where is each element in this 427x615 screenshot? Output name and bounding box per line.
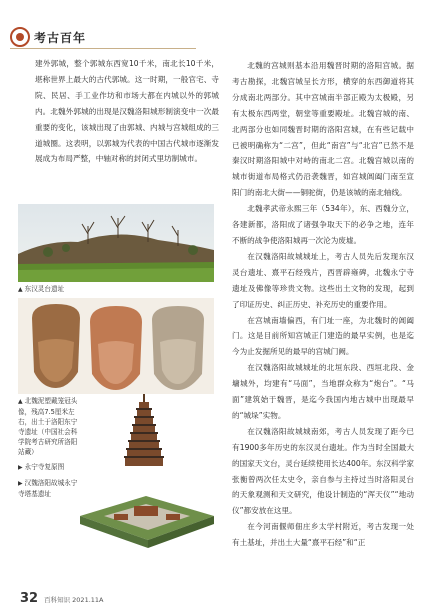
mound-caption xyxy=(18,284,138,295)
mound-photo xyxy=(18,204,214,282)
statue-caption-text: 北魏泥塑戴笼冠头像，残高7.5厘米左右，出土于洛阳东宁寺遗址（中国社会科学院考古研究所洛阳站藏） xyxy=(18,397,78,456)
issue-info: 百科知识 2021.11A xyxy=(44,596,104,604)
caption-triangle-icon: ▶ xyxy=(18,464,23,471)
clay-heads-photo xyxy=(18,298,214,394)
right-paragraph-7: 在今河南偃师佃庄乡太学村附近，考古发现一处有土基址，并出土大量“熹平石经”和“正 xyxy=(232,522,414,548)
model-caption xyxy=(18,478,78,499)
right-paragraph-4: 在宫城南墙偏西，有门址一座，为北魏时的阊阖门。这是目前所知宫城正门建造的最早实例，也是迄今为止发掘所见的最早的宫城门阙。 xyxy=(232,315,414,357)
right-column xyxy=(232,58,414,551)
page-number: 32 xyxy=(20,591,39,606)
section-header xyxy=(10,26,86,48)
left-column xyxy=(35,56,219,167)
section-title: 考古百年 xyxy=(34,30,87,45)
statue-caption xyxy=(18,396,82,457)
pagoda-caption xyxy=(18,462,78,473)
caption-triangle-icon: ▲ xyxy=(18,286,23,293)
right-paragraph-6: 在汉魏洛阳故城城南郊，考古人员发现了距今已有1900多年历史的东汉灵台遗址。作为当时全国最大的国家天文台，灵台延续使用长达400年。东汉科学家张衡曾两次任太史令，亲自参与主持过当时洛阳灵台的天象观测和天文研究，他设计制造的“浑天仪”“地动仪”都安放在这里。 xyxy=(232,426,414,516)
section-logo-icon xyxy=(10,27,30,47)
caption-triangle-icon: ▲ xyxy=(18,398,23,405)
caption-triangle-icon: ▶ xyxy=(18,480,23,487)
right-paragraph-5: 在汉魏洛阳故城城址的北垣东段、西垣北段、金墉城外，均建有“马面”，当地群众称为“炮台”。“马面”建筑始于魏晋，是迄今我国内地古城中出现最早的“城垛”实物。 xyxy=(232,363,414,420)
header-rule xyxy=(10,48,196,49)
pagoda-caption-text: 永宁寺复原图 xyxy=(24,463,65,471)
left-paragraph: 建外郭城，整个郭城东西宽10千米，南北长10千米，堪称世界上最大的古代郭城。这一时期，一般官宅、寺院、民居、手工业作坊和市场大都在内城以外的郭城内。北魏外郭城的出现是汉魏洛阳城形制演变中一次最重要的变化，该城出现了由郭城、内城与宫城组成的三道城圈。这表明，以郭城为代表的中国古代城市逐渐发展成为布局严整，中轴对称的封闭式里坊制城市。 xyxy=(35,59,219,164)
right-paragraph-3: 在汉魏洛阳故城城址上，考古人员先后发现东汉灵台遗址、熹平石经残片，西晋辟雍碑，北魏永宁寺遗址及佛像等珍贵文物。这些出土文物的发现，起到了印证历史、纠正历史、补充历史的重要作用。 xyxy=(232,251,414,309)
page-footer xyxy=(20,591,104,606)
right-paragraph-2: 北魏孝武帝永熙三年（534年），东、西魏分立，各建新都，洛阳成了诸强争取天下的必争之地，连年不断的战争使洛阳城再一次沦为废墟。 xyxy=(232,204,414,245)
right-paragraph-1: 北魏的宫城则基本沿用魏晋时期的洛阳宫城。据考古勘探，北魏宫城呈长方形，横穿的东西御道将其分成南北两部分。其中宫城南半部正殿为太极殿，另有太极东西两堂，朝堂等重要殿址。北魏宫城的南、北两部分也如同魏晋时期的洛阳宫城，在有些记载中已被明确称为“二宫”，但此“南宫”与“北宫”已然不是秦汉时期洛阳城中对峙的南北二宫。北魏宫城以南的城市街道布局格式仍沿袭魏晋，如宫城阊阖门南至宣阳门的南北大街——铜驼街，仍是该城的南北轴线。 xyxy=(232,61,414,198)
mound-caption-text: 东汉灵台遗址 xyxy=(24,285,65,293)
model-caption-text: 汉魏洛阳故城永宁寺塔基遗址 xyxy=(18,479,78,498)
pagoda-reconstruction-image xyxy=(74,394,212,474)
